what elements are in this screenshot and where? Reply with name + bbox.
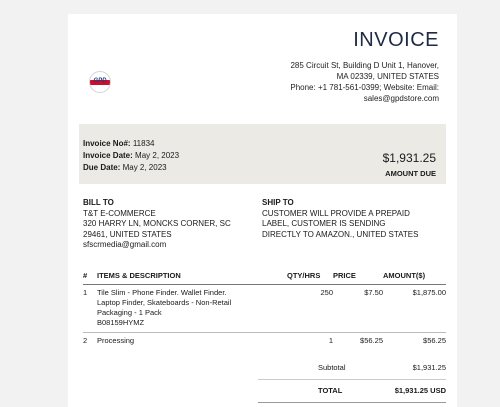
ship-to-heading: SHIP TO (262, 198, 294, 207)
invoice-meta-panel (79, 124, 446, 184)
ship-to-line: CUSTOMER WILL PROVIDE A PREPAID (262, 208, 410, 218)
col-header-items: ITEMS & DESCRIPTION (97, 268, 287, 285)
col-header-price: PRICE (333, 268, 383, 285)
bill-to-block (83, 198, 258, 251)
table-row (83, 333, 446, 350)
row-price: $56.25 (360, 336, 383, 345)
row-amount: $56.25 (423, 336, 446, 345)
row-qty: 1 (328, 336, 333, 345)
items-table (83, 268, 446, 349)
ship-to-line: DIRECTLY TO AMAZON., UNITED STATES (262, 229, 419, 239)
invoice-date-label: Invoice Date: (83, 151, 133, 160)
company-logo (89, 71, 111, 93)
row-number: 1 (83, 285, 97, 333)
table-row (83, 285, 446, 333)
due-date-row (83, 162, 179, 174)
invoice-title: INVOICE (353, 29, 439, 51)
row-amount: $1,875.00 (383, 285, 446, 333)
invoice-number-label: Invoice No#: (83, 139, 131, 148)
ship-to-block (262, 198, 442, 240)
description-line: Packaging - 1 Pack (97, 308, 162, 317)
total-value: $1,931.25 USD (394, 386, 446, 395)
address-line: 285 Circuit St, Building D Unit 1, Hanover, (290, 61, 439, 70)
bill-to-line: 29461, UNITED STATES (83, 229, 172, 239)
description-line: Tile Slim - Phone Finder. Wallet Finder. (97, 288, 227, 297)
row-number: 2 (83, 336, 88, 345)
address-line: Phone: +1 781-561-0399; Website: Email: (290, 83, 439, 92)
row-qty: 250 (287, 285, 333, 333)
bill-to-email: sfscrmedia@gmail.com (83, 240, 167, 249)
invoice-number-row (83, 138, 179, 150)
bill-to-heading: BILL TO (83, 198, 114, 207)
due-date-label: Due Date: (83, 163, 121, 172)
subtotal-label: Subtotal (318, 363, 346, 372)
invoice-date-value: May 2, 2023 (135, 151, 180, 160)
amount-due-label: AMOUNT DUE (385, 169, 436, 178)
ship-to-line: LABEL, CUSTOMER IS SENDING (262, 219, 386, 228)
subtotal-row (258, 363, 446, 380)
total-row (258, 386, 446, 403)
description-sku: B08159HYMZ (97, 318, 145, 327)
col-header-number: # (83, 268, 97, 285)
invoice-number-value: 11834 (132, 139, 155, 148)
invoice-meta-rows (83, 138, 179, 174)
invoice-sheet (68, 14, 457, 407)
amount-due-value: $1,931.25 (382, 151, 436, 165)
address-line: sales@gpdstore.com (363, 94, 439, 103)
company-address (239, 60, 439, 104)
bill-to-line: 320 HARRY LN, MONCKS CORNER, SC (83, 219, 231, 228)
logo-text: GPD (93, 78, 107, 84)
invoice-date-row (83, 150, 179, 162)
col-header-qty: QTY/HRS (287, 268, 333, 285)
description-line: Processing (97, 336, 135, 345)
description-line: Laptop Finder, Skateboards - Non-Retail (97, 298, 232, 307)
row-description (97, 333, 287, 350)
bill-to-line: T&T E-COMMERCE (83, 208, 156, 218)
row-description (97, 285, 287, 333)
due-date-value: May 2, 2023 (122, 163, 167, 172)
row-price: $7.50 (333, 285, 383, 333)
items-header-row (83, 268, 446, 285)
total-label: TOTAL (318, 386, 343, 395)
subtotal-value: $1,931.25 (412, 363, 446, 372)
address-line: MA 02339, UNITED STATES (336, 72, 439, 81)
col-header-amount: AMOUNT($) (383, 268, 446, 285)
